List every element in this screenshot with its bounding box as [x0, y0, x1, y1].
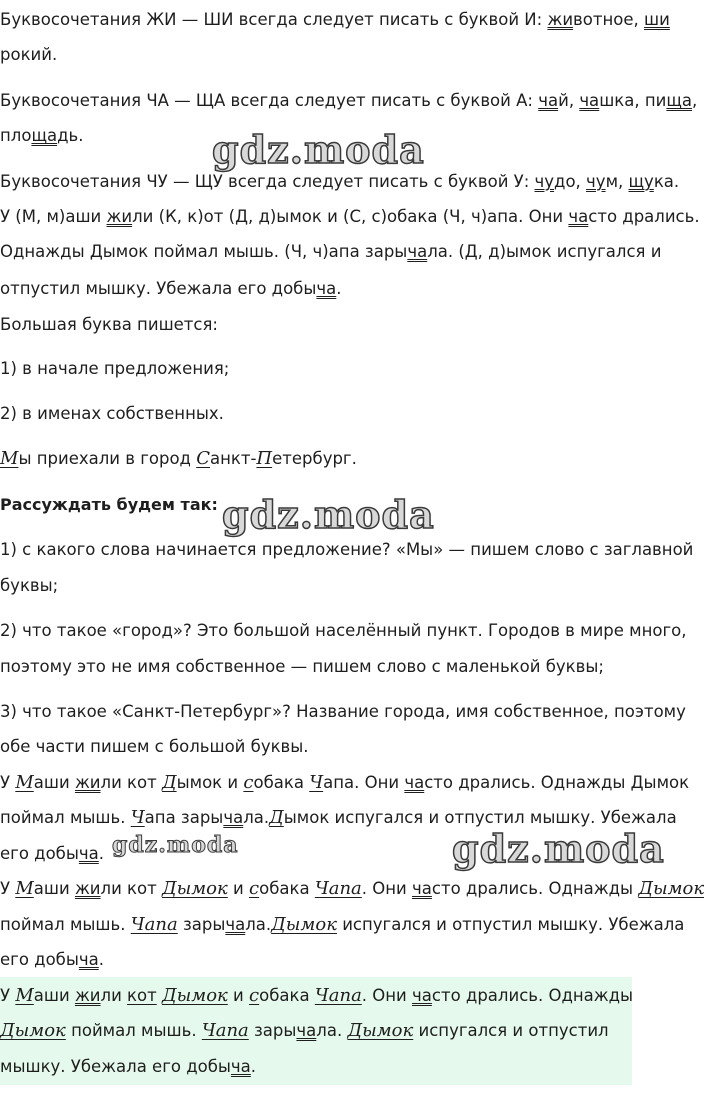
answer2-line-3: его добыча. — [0, 950, 104, 969]
reasoning-2b: поэтому это не имя собственное — пишем слово с маленькой буквы; — [0, 657, 604, 676]
watermark-logo: gdz.moda — [452, 826, 665, 871]
exercise-line-2: Однажды Дымок поймал мышь. (Ч, ч)апа зарычала. (Д, д)ымок испугался и — [0, 242, 662, 261]
capital-item-2: 2) в именах собственных. — [0, 404, 224, 423]
answer1-line-2: поймал мышь. Чапа зарычала.Дымок испугался и отпустил мышку. Убежала — [0, 807, 677, 828]
answer3-line-2: Дымок поймал мышь. Чапа зарычала. Дымок испугался и отпустил — [0, 1020, 609, 1041]
watermark-logo: gdz.moda — [212, 127, 425, 172]
reasoning-heading: Рассуждать будем так: — [0, 495, 218, 514]
rule-cha-shcha: Буквосочетания ЧА — ЩА всегда следует писать с буквой А: чай, чашка, пища, — [0, 91, 698, 110]
reasoning-1b: буквы; — [0, 576, 59, 595]
capital-item-1: 1) в начале предложения; — [0, 359, 230, 378]
answer1-line-1: У Маши жили кот Дымок и собака Чапа. Они часто дрались. Однажды Дымок — [0, 772, 690, 793]
answer3-line-1: У Маши жили кот Дымок и собака Чапа. Они часто дрались. Однажды — [0, 985, 634, 1006]
example-sentence: Мы приехали в город Санкт-Петербург. — [0, 448, 357, 469]
rule-zhi-shi: Буквосочетания ЖИ — ШИ всегда следует писать с буквой И: животное, ши — [0, 10, 670, 29]
reasoning-2a: 2) что такое «город»? Это большой населённый пункт. Городов в мире много, — [0, 621, 687, 640]
answer2-line-1: У Маши жили кот Дымок и собака Чапа. Они часто дрались. Однажды Дымок — [0, 878, 704, 899]
rule-cha-shcha-cont: площадь. — [0, 126, 84, 145]
rule-chu-shchu: Буквосочетания ЧУ — ЩУ всегда следует писать с буквой У: чудо, чум, щука. — [0, 172, 680, 191]
reasoning-3a: 3) что такое «Санкт-Петербург»? Название города, имя собственное, поэтому — [0, 702, 686, 721]
reasoning-3b: обе части пишем с большой буквы. — [0, 737, 309, 756]
rule-zhi-shi-cont: рокий. — [0, 45, 58, 64]
exercise-line-1: У (М, м)аши жили (К, к)от (Д, д)ымок и (С, с)обака (Ч, ч)апа. Они часто дрались. — [0, 207, 700, 226]
answer3-line-3: мышку. Убежала его добыча. — [0, 1057, 257, 1076]
answer2-line-2: поймал мышь. Чапа зарычала.Дымок испугался и отпустил мышку. Убежала — [0, 914, 685, 935]
exercise-line-3: отпустил мышку. Убежала его добыча. — [0, 279, 342, 298]
watermark-logo: gdz.moda — [222, 492, 435, 537]
watermark-logo: gdz.moda — [112, 832, 239, 858]
reasoning-1a: 1) с какого слова начинается предложение? «Мы» — пишем слово с заглавной — [0, 540, 694, 559]
capital-heading: Большая буква пишется: — [0, 315, 218, 334]
answer1-line-3: его добыча. — [0, 844, 104, 863]
